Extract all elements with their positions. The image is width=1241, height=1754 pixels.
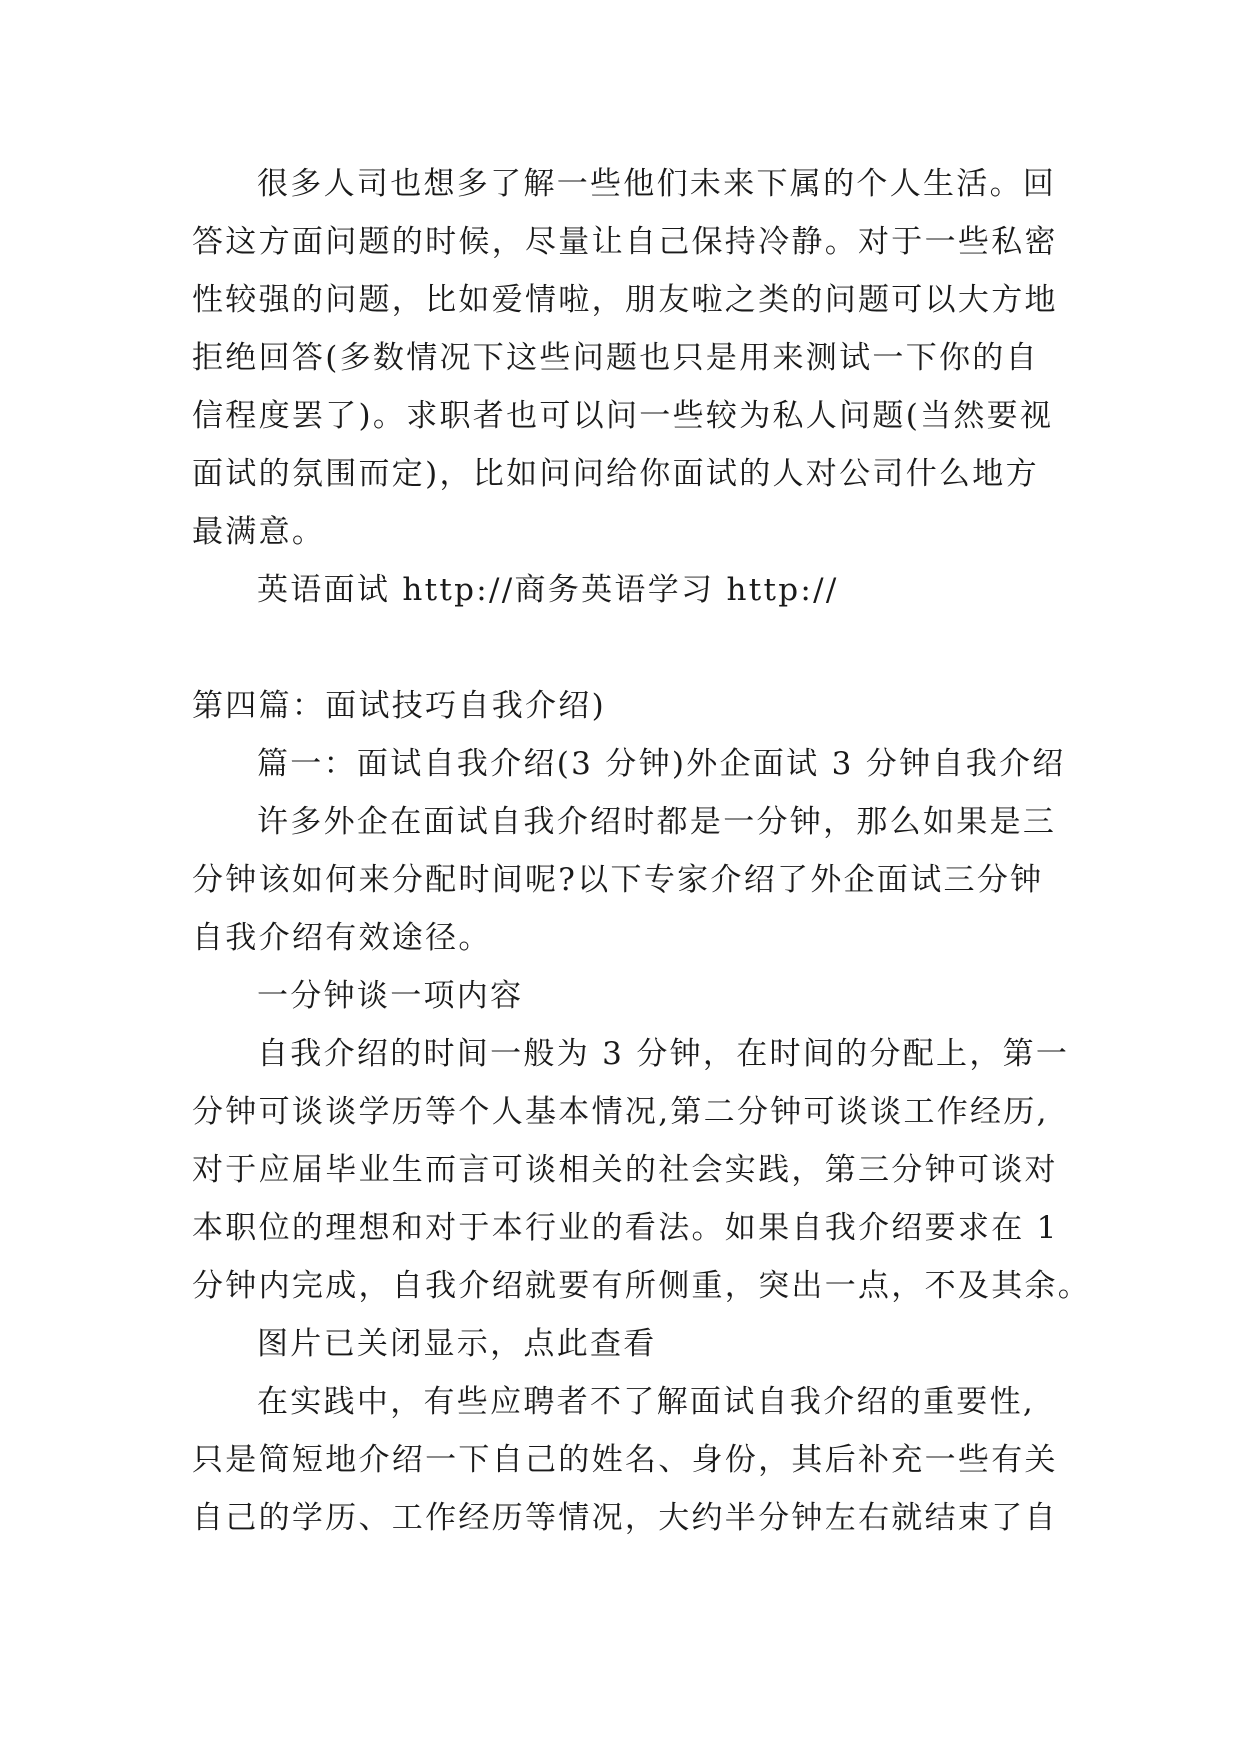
- paragraph-line: 最满意。: [192, 514, 326, 550]
- link-line: 英语面试 http://商务英语学习 http://: [257, 572, 839, 608]
- paragraph-line: 性较强的问题，比如爱情啦，朋友啦之类的问题可以大方地: [192, 282, 1058, 318]
- paragraph-line: 答这方面问题的时候，尽量让自己保持冷静。对于一些私密: [192, 224, 1058, 260]
- subsection-heading: 篇一：面试自我介绍(3 分钟)外企面试 3 分钟自我介绍: [257, 746, 1066, 782]
- paragraph-line: 本职位的理想和对于本行业的看法。如果自我介绍要求在 1: [192, 1210, 1059, 1246]
- paragraph-line: 分钟该如何来分配时间呢?以下专家介绍了外企面试三分钟: [192, 862, 1044, 898]
- paragraph-line: 一分钟谈一项内容: [257, 978, 524, 1014]
- paragraph-line: 分钟可谈谈学历等个人基本情况,第二分钟可谈谈工作经历,: [192, 1094, 1049, 1130]
- paragraph-line: 信程度罢了)。求职者也可以问一些较为私人问题(当然要视: [192, 398, 1054, 434]
- paragraph-line: 只是简短地介绍一下自己的姓名、身份，其后补充一些有关: [192, 1442, 1058, 1478]
- paragraph-line: 对于应届毕业生而言可谈相关的社会实践，第三分钟可谈对: [192, 1152, 1058, 1188]
- paragraph-line: 拒绝回答(多数情况下这些问题也只是用来测试一下你的自: [192, 340, 1039, 376]
- paragraph-line: 自我介绍的时间一般为 3 分钟，在时间的分配上，第一: [257, 1036, 1070, 1072]
- paragraph-line: 很多人司也想多了解一些他们未来下属的个人生活。回: [257, 166, 1057, 202]
- paragraph-line: 自我介绍有效途径。: [192, 920, 492, 956]
- paragraph-line: 分钟内完成，自我介绍就要有所侧重，突出一点，不及其余。: [192, 1268, 1092, 1304]
- image-placeholder-text: 图片已关闭显示，点此查看: [257, 1326, 657, 1362]
- paragraph-line: 自己的学历、工作经历等情况，大约半分钟左右就结束了自: [192, 1500, 1058, 1536]
- paragraph-line: 许多外企在面试自我介绍时都是一分钟，那么如果是三: [257, 804, 1057, 840]
- paragraph-line: 在实践中，有些应聘者不了解面试自我介绍的重要性,: [257, 1384, 1036, 1420]
- paragraph-line: 面试的氛围而定)，比如问问给你面试的人对公司什么地方: [192, 456, 1039, 492]
- section-heading: 第四篇：面试技巧自我介绍): [192, 688, 606, 724]
